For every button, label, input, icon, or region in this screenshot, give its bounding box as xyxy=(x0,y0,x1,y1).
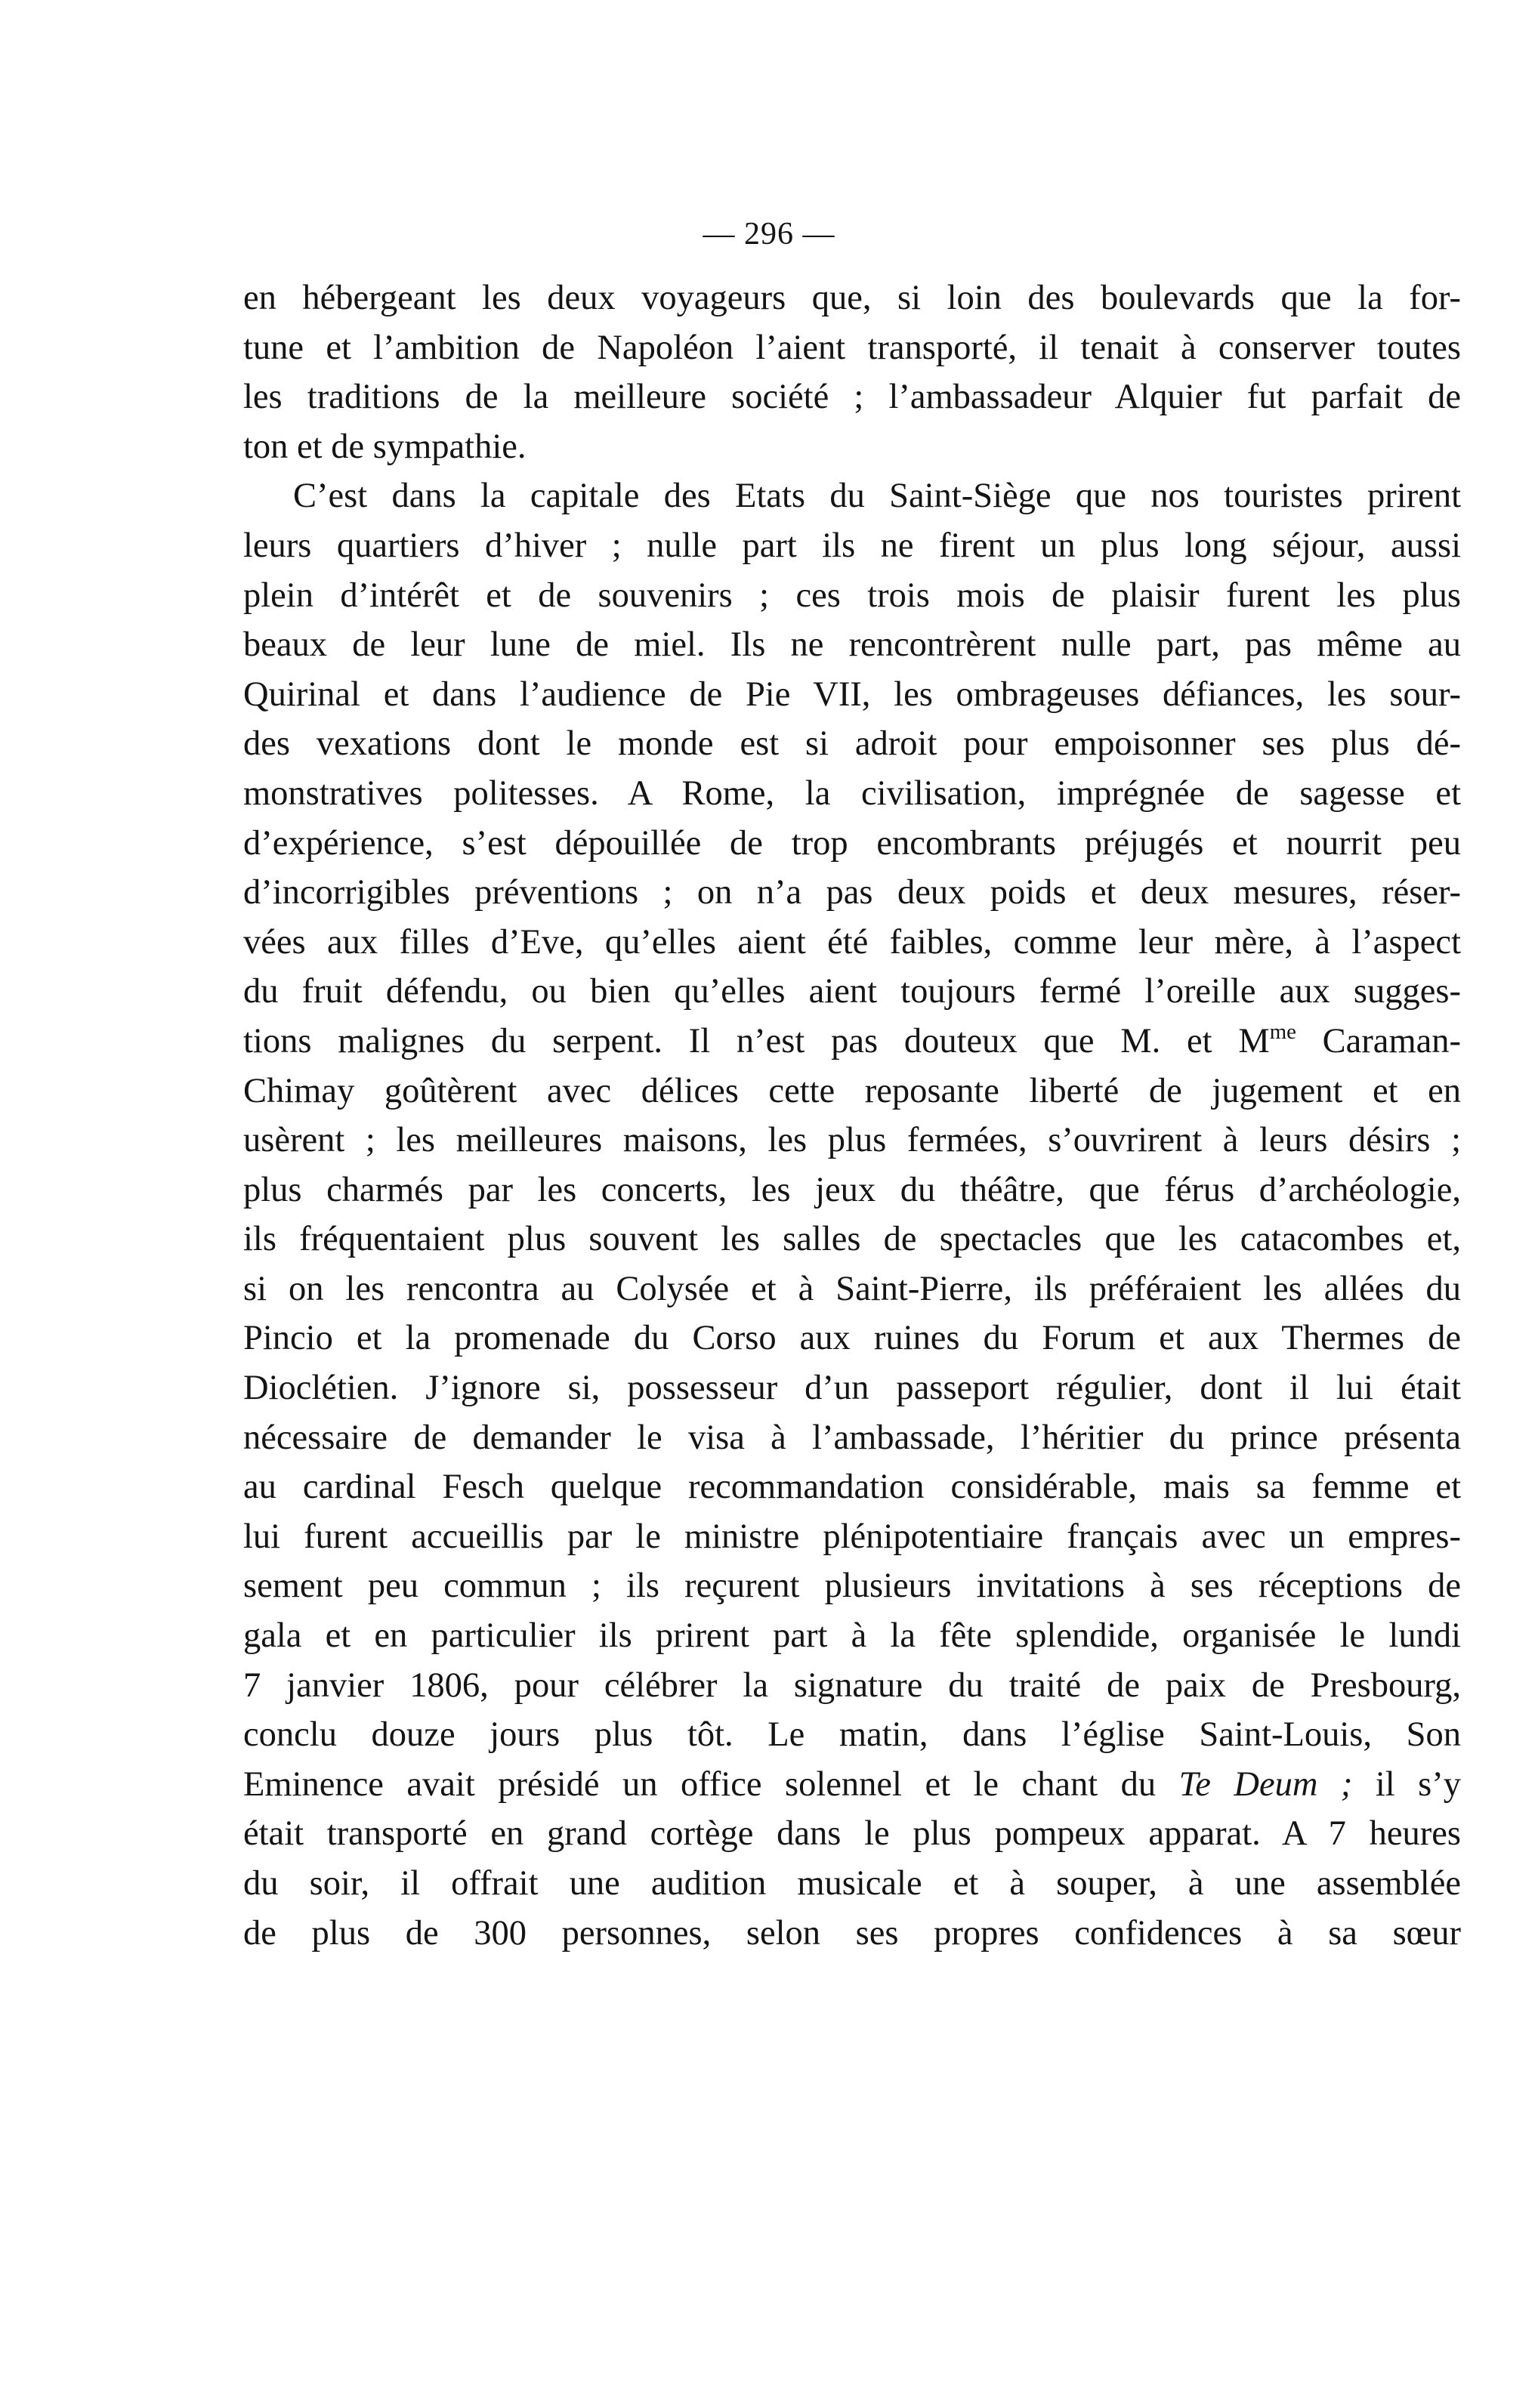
text-line: plus charmés par les concerts, les jeux du théâtre, que férus d’archéologie, xyxy=(243,1170,1461,1209)
paragraph-first-line: C’est dans la capitale des Etats du Saint-Siège que nos touristes prirent xyxy=(293,477,1461,516)
text-line: Quirinal et dans l’audience de Pie VII, les ombrageuses défiances, les sour- xyxy=(243,675,1461,714)
text-line: au cardinal Fesch quelque recommandation considérable, mais sa femme et xyxy=(243,1468,1461,1507)
italic-phrase: Te Deum ; xyxy=(1178,1764,1353,1804)
text-line: du soir, il offrait une audition musicale et à souper, à une assemblée xyxy=(243,1864,1461,1903)
text-line-with-italic xyxy=(243,1760,1461,1810)
body-text xyxy=(243,273,1461,1958)
text-line: Dioclétien. J’ignore si, possesseur d’un passeport régulier, dont il lui était xyxy=(243,1369,1461,1408)
text-line: en hébergeant les deux voyageurs que, si loin des boulevards que la for- xyxy=(243,279,1461,317)
text-line: 7 janvier 1806, pour célébrer la signature du traité de paix de Presbourg, xyxy=(243,1666,1461,1705)
line-text: tions malignes du serpent. Il n’est pas douteux que M. et M xyxy=(243,1021,1270,1060)
text-line: conclu douze jours plus tôt. Le matin, dans l’église Saint-Louis, Son xyxy=(243,1715,1461,1755)
text-line: d’expérience, s’est dépouillée de trop encombrants préjugés et nourrit peu xyxy=(243,823,1461,863)
text-line: beaux de leur lune de miel. Ils ne rencontrèrent nulle part, pas même au xyxy=(243,625,1461,665)
text-line-with-superscript xyxy=(243,1017,1461,1067)
text-line: monstratives politesses. A Rome, la civilisation, imprégnée de sagesse et xyxy=(243,773,1461,813)
text-line: lui furent accueillis par le ministre plénipotentiaire français avec un empres- xyxy=(243,1517,1461,1556)
text-line: était transporté en grand cortège dans le plus pompeux apparat. A 7 heures xyxy=(243,1814,1461,1854)
text-line: tune et l’ambition de Napoléon l’aient transporté, il tenait à conserver toutes xyxy=(243,328,1461,367)
page-number: — 296 — xyxy=(703,217,835,252)
text-line: leurs quartiers d’hiver ; nulle part ils ne firent un plus long séjour, aussi xyxy=(243,526,1461,565)
text-line: usèrent ; les meilleures maisons, les plus fermées, s’ouvrirent à leurs désirs ; xyxy=(243,1121,1461,1160)
text-line: sement peu commun ; ils reçurent plusieurs invitations à ses réceptions de xyxy=(243,1567,1461,1606)
text-line: plein d’intérêt et de souvenirs ; ces trois mois de plaisir furent les plus xyxy=(243,576,1461,615)
text-line: nécessaire de demander le visa à l’ambassade, l’héritier du prince présenta xyxy=(243,1418,1461,1457)
text-line: d’incorrigibles préventions ; on n’a pas deux poids et deux mesures, réser- xyxy=(243,873,1461,912)
text-line: de plus de 300 personnes, selon ses propres confidences à sa sœur xyxy=(243,1913,1461,1953)
text-line: vées aux filles d’Eve, qu’elles aient été faibles, comme leur mère, à l’aspect xyxy=(243,922,1461,962)
text-line: Pincio et la promenade du Corso aux ruines du Forum et aux Thermes de xyxy=(243,1319,1461,1358)
line-text: Eminence avait présidé un office solennel et le chant du xyxy=(243,1764,1157,1804)
line-text-continued: il s’y xyxy=(1352,1764,1462,1804)
text-line: si on les rencontra au Colysée et à Saint-Pierre, ils préféraient les allées du xyxy=(243,1269,1461,1308)
text-line: les traditions de la meilleure société ; l’ambassadeur Alquier fut parfait de xyxy=(243,378,1461,417)
text-line: ton et de sympathie. xyxy=(243,427,527,466)
text-line: gala et en particulier ils prirent part à la fête splendide, organisée le lundi xyxy=(243,1616,1461,1656)
line-text-continued: Caraman- xyxy=(1296,1021,1461,1060)
text-line: ils fréquentaient plus souvent les salles de spectacles que les catacombes et, xyxy=(243,1220,1461,1259)
text-line: des vexations dont le monde est si adroit pour empoisonner ses plus dé- xyxy=(243,724,1461,764)
text-line: Chimay goûtèrent avec délices cette reposante liberté de jugement et en xyxy=(243,1071,1461,1110)
superscript: me xyxy=(1269,1020,1296,1045)
text-line: du fruit défendu, ou bien qu’elles aient toujours fermé l’oreille aux sugges- xyxy=(243,972,1461,1011)
